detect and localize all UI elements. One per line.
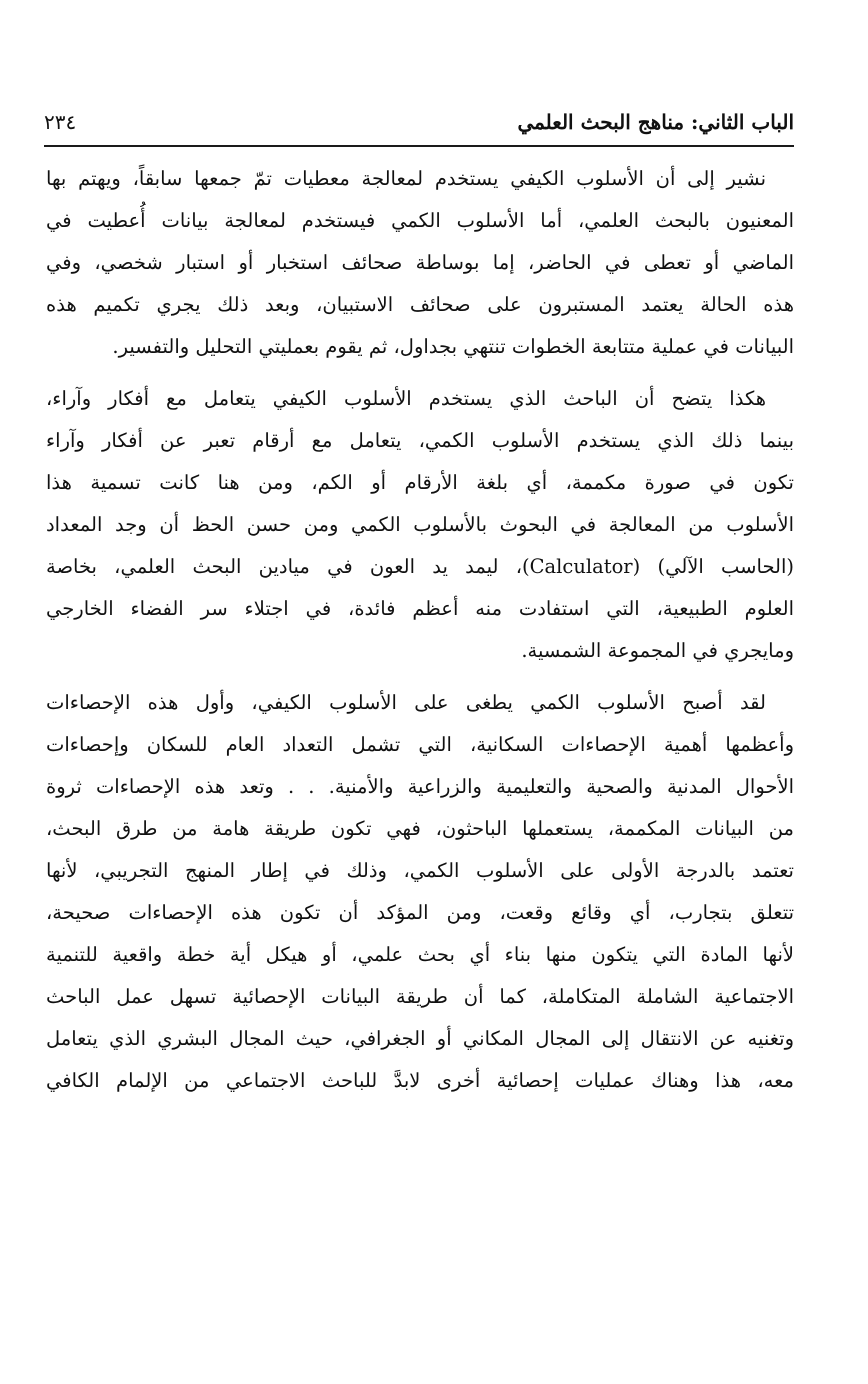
page-header bbox=[44, 104, 794, 140]
paragraph-1 bbox=[46, 158, 794, 368]
text-line: الاجتماعية الشاملة المتكاملة، كما أن طريقة البيانات الإحصائية تسهل عمل الباحث bbox=[46, 985, 794, 1008]
text-line: هذه الحالة يعتمد المستبرون على صحائف الاستبيان، وبعد ذلك يجري تكميم هذه bbox=[46, 293, 794, 316]
text-line: بينما ذلك الذي يستخدم الأسلوب الكمي، يتعامل مع أرقام تعبر عن أفكار وآراء bbox=[46, 429, 794, 452]
text-line: الأحوال المدنية والصحية والتعليمية والزراعية والأمنية. . . وتعد هذه الإحصاءات ثروة bbox=[46, 775, 794, 798]
page-number: ٢٣٤ bbox=[44, 110, 77, 134]
text-line: وأعظمها أهمية الإحصاءات السكانية، التي تشمل التعداد العام للسكان وإحصاءات bbox=[46, 733, 794, 756]
text-line: معه، هذا وهناك عمليات إحصائية أخرى لابدَّ للباحث الاجتماعي من الإلمام الكافي bbox=[46, 1069, 794, 1092]
header-divider bbox=[44, 145, 794, 147]
text-line: لأنها المادة التي يتكون منها بناء أي بحث علمي، أو هيكل أية خطة واقعية للتنمية bbox=[46, 943, 794, 966]
text-line: هكذا يتضح أن الباحث الذي يستخدم الأسلوب الكيفي يتعامل مع أفكار وآراء، bbox=[46, 387, 766, 410]
running-title: الباب الثاني: مناهج البحث العلمي bbox=[517, 110, 794, 134]
text-line: المعنيون بالبحث العلمي، أما الأسلوب الكمي فيستخدم لمعالجة بيانات أُعطيت في bbox=[46, 209, 794, 232]
text-line: (الحاسب الآلي) (Calculator)، ليمد يد العون في ميادين البحث العلمي، بخاصة bbox=[46, 555, 794, 578]
paragraph-2 bbox=[46, 378, 794, 672]
paragraph-3 bbox=[46, 682, 794, 1102]
text-line: الماضي أو تعطى في الحاضر، إما بوساطة صحائف استخبار أو استبار شخصي، وفي bbox=[46, 251, 794, 274]
text-line: العلوم الطبيعية، التي استفادت منه أعظم فائدة، في اجتلاء سر الفضاء الخارجي bbox=[46, 597, 794, 620]
text-line: تعتمد بالدرجة الأولى على الأسلوب الكمي، وذلك في إطار المنهج التجريبي، لأنها bbox=[46, 859, 794, 882]
body-text bbox=[46, 158, 794, 1112]
text-line: لقد أصبح الأسلوب الكمي يطغى على الأسلوب الكيفي، وأول هذه الإحصاءات bbox=[46, 691, 766, 714]
text-line: وتغنيه عن الانتقال إلى المجال المكاني أو الجغرافي، حيث المجال البشري الذي يتعامل bbox=[46, 1027, 794, 1050]
text-line: من البيانات المكممة، يستعملها الباحثون، فهي تكون طريقة هامة من طرق البحث، bbox=[46, 817, 794, 840]
text-line: ومايجري في المجموعة الشمسية. bbox=[521, 639, 794, 662]
text-line: تتعلق بتجارب، أي وقائع وقعت، ومن المؤكد أن تكون هذه الإحصاءات صحيحة، bbox=[46, 901, 794, 924]
text-line: الأسلوب من المعالجة في البحوث بالأسلوب الكمي ومن حسن الحظ أن وجد المعداد bbox=[46, 513, 794, 536]
text-line: نشير إلى أن الأسلوب الكيفي يستخدم لمعالجة معطيات تمّ جمعها سابقاً، ويهتم بها bbox=[46, 167, 766, 190]
text-line: البيانات في عملية متتابعة الخطوات تنتهي بجداول، ثم يقوم بعمليتي التحليل والتفسير. bbox=[112, 335, 794, 358]
text-line: تكون في صورة مكممة، أي بلغة الأرقام أو الكم، ومن هنا كانت تسمية هذا bbox=[46, 471, 794, 494]
